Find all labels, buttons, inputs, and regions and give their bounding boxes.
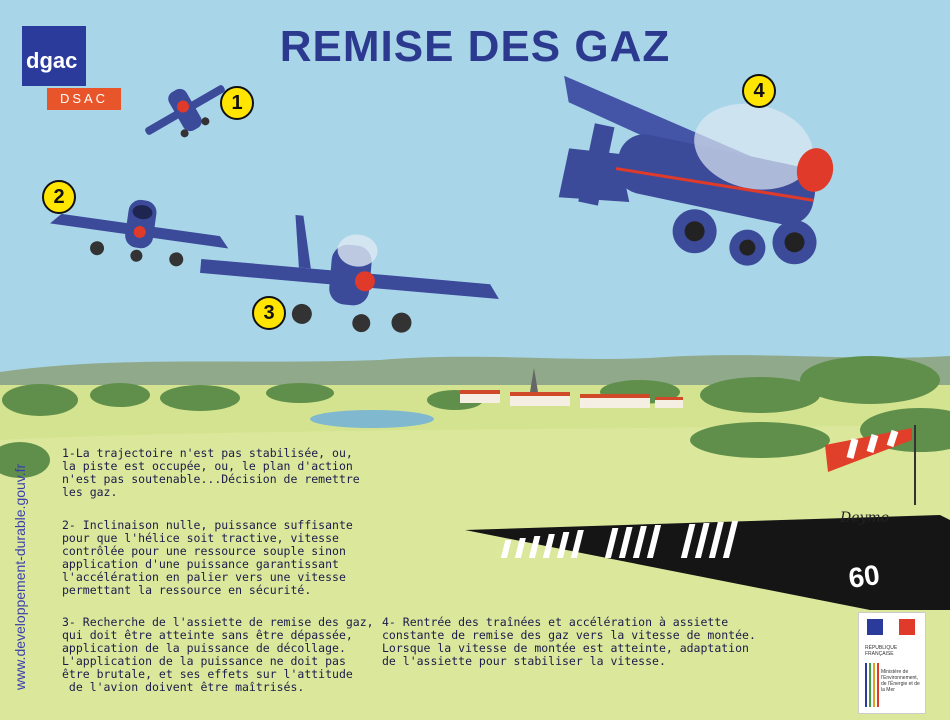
ministry-stripes-icon: [863, 663, 883, 707]
runway-number: 60: [846, 558, 882, 594]
badge-1: 1: [220, 86, 254, 120]
side-url[interactable]: www.developpement-durable.gouv.fr: [12, 463, 28, 690]
dgac-logo-text: dgac: [26, 48, 78, 73]
badge-3: 3: [252, 296, 286, 330]
dsac-logo-text: DSAC: [59, 91, 109, 106]
republique-label: RÉPUBLIQUE FRANÇAISE: [865, 645, 898, 657]
page-title: REMISE DES GAZ: [279, 22, 671, 71]
step-3-text: 3- Recherche de l'assiette de remise des gaz, qui doit être atteinte sans être dépassée, application de la puissance de décollage. L'application de la puissance ne doit pas être brutale, et ses effets sur l'attitude de l'avion doivent être maîtrisés.: [62, 615, 374, 694]
ministry-logo: [858, 612, 926, 714]
artist-signature: Deymo: [840, 510, 890, 526]
republique-flag-icon: [859, 613, 925, 643]
badge-2: 2: [42, 180, 76, 214]
badge-4: 4: [742, 74, 776, 108]
pond: [310, 410, 434, 428]
step-1-text: 1-La trajectoire n'est pas stabilisée, ou, la piste est occupée, ou, le plan d'action n'est pas soutenable...Décision de remettre les gaz.: [62, 446, 360, 499]
step-2-text: 2- Inclinaison nulle, puissance suffisante pour que l'hélice soit tractive, vitesse contrôlée pour une ressource souple sinon application d'une puissance garantissant l'accélération en palier vers une vitesse permettant la ressource en sécurité.: [62, 518, 353, 597]
ministry-label: Ministère de l'Environnement, de l'Énergie et de la Mer: [881, 669, 920, 693]
step-4-text: 4- Rentrée des traînées et accélération à assiette constante de remise des gaz vers la vitesse de montée. Lorsque la vitesse de montée est atteinte, adaptation de l'assiette pour stabiliser la vitesse.: [382, 615, 756, 668]
